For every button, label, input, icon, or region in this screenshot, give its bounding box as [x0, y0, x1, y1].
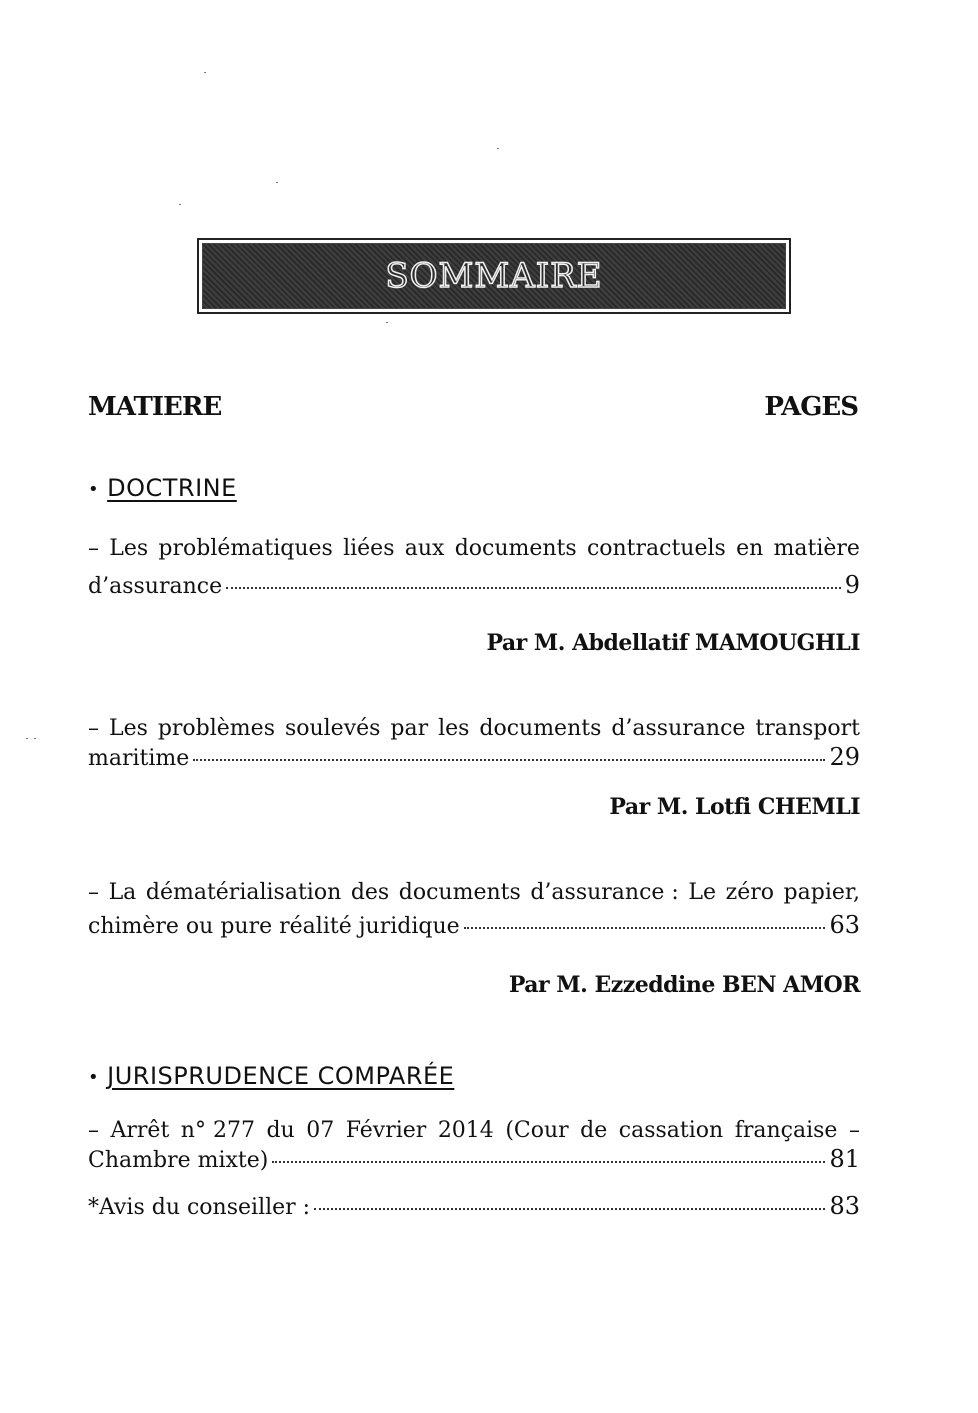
bullet: •	[88, 478, 100, 500]
word: de	[580, 1118, 608, 1143]
word: –	[848, 1118, 860, 1143]
section-label: JURISPRUDENCE COMPARÉE	[107, 1062, 455, 1090]
toc-entry	[88, 880, 860, 939]
dot-leader	[272, 1161, 825, 1163]
toc-entry	[88, 536, 860, 599]
scan-speck	[26, 738, 28, 739]
word: –	[88, 716, 99, 741]
section-label: DOCTRINE	[107, 474, 237, 502]
word: liées	[343, 536, 395, 561]
word: Les	[109, 536, 149, 561]
word: Février	[345, 1118, 427, 1143]
page-number: 63	[829, 911, 860, 939]
word: transport	[755, 716, 860, 741]
entry-second-line	[88, 571, 860, 599]
word: (Cour	[505, 1118, 569, 1143]
page-number: 29	[829, 743, 860, 771]
section-jurisprudence	[88, 1062, 454, 1090]
word: –	[88, 1118, 99, 1143]
entry-first-line	[88, 536, 860, 561]
word: aux	[404, 536, 445, 561]
word: La	[108, 880, 137, 905]
column-header-pages: PAGES	[764, 392, 858, 422]
word: Les	[108, 716, 148, 741]
entry-author: Par M. Lotfi CHEMLI	[609, 794, 860, 820]
entry-first-line	[88, 1118, 860, 1143]
word: –	[88, 536, 99, 561]
entry-author: Par M. Abdellatif MAMOUGHLI	[486, 630, 860, 656]
word: soulevés	[284, 716, 381, 741]
entry-second-line	[88, 911, 860, 939]
word: 07	[306, 1118, 335, 1143]
entry-author: Par M. Ezzeddine BEN AMOR	[508, 972, 860, 998]
scan-speck	[179, 204, 181, 205]
word: problèmes	[157, 716, 275, 741]
scan-speck	[386, 322, 388, 323]
entry-text: Chambre mixte)	[88, 1148, 269, 1173]
banner-title: SOMMAIRE	[385, 256, 603, 296]
word: documents	[479, 716, 602, 741]
word: les	[438, 716, 470, 741]
word: en	[736, 536, 764, 561]
entry-first-line	[88, 880, 860, 905]
scan-speck	[204, 72, 206, 73]
column-header-matiere: MATIERE	[88, 392, 222, 422]
dot-leader	[314, 1208, 825, 1210]
dot-leader	[193, 759, 825, 761]
scan-speck	[497, 148, 499, 149]
word: Arrêt	[110, 1118, 170, 1143]
word: problématiques	[158, 536, 333, 561]
page-number: 83	[829, 1192, 860, 1220]
word: d’assurance :	[530, 880, 679, 905]
word: française	[734, 1118, 838, 1143]
scan-speck	[34, 738, 36, 739]
toc-entry	[88, 716, 860, 771]
word: par	[390, 716, 429, 741]
toc-entry	[88, 1118, 860, 1173]
dot-leader	[226, 587, 841, 589]
word: –	[88, 880, 99, 905]
entry-text: chimère ou pure réalité juridique	[88, 914, 460, 939]
dot-leader	[464, 927, 826, 929]
scan-speck	[276, 182, 278, 183]
section-doctrine	[88, 474, 237, 502]
banner-inner	[202, 243, 786, 309]
word: du	[266, 1118, 295, 1143]
entry-text: maritime	[88, 746, 190, 771]
word: zéro	[725, 880, 774, 905]
toc-entry	[88, 1192, 860, 1220]
word: dématérialisation	[145, 880, 342, 905]
word: 2014	[437, 1118, 494, 1143]
entry-text: *Avis du conseiller :	[88, 1195, 311, 1220]
sommaire-banner	[197, 238, 791, 314]
entry-second-line	[88, 1192, 860, 1220]
word: papier,	[783, 880, 860, 905]
bullet: •	[88, 1066, 100, 1088]
word: documents	[398, 880, 521, 905]
word: des	[350, 880, 390, 905]
word: d’assurance	[611, 716, 746, 741]
entry-second-line	[88, 1145, 860, 1173]
page-number: 9	[844, 571, 860, 599]
word: Le	[688, 880, 717, 905]
entry-text: d’assurance	[88, 574, 223, 599]
page-number: 81	[829, 1145, 860, 1173]
word: cassation	[618, 1118, 724, 1143]
word: documents	[454, 536, 577, 561]
word: contractuels	[586, 536, 726, 561]
entry-second-line	[88, 743, 860, 771]
word: n° 277	[180, 1118, 255, 1143]
entry-first-line	[88, 716, 860, 741]
word: matière	[773, 536, 860, 561]
